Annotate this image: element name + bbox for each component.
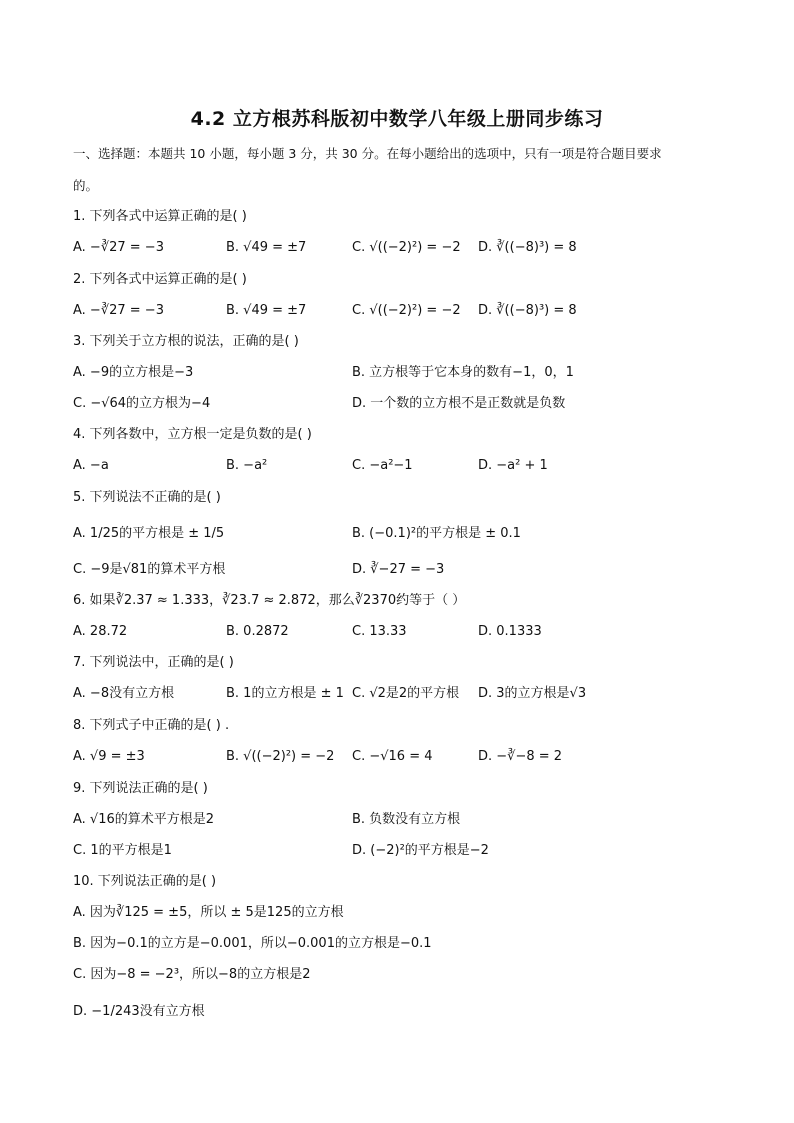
- question-1-stem: 1. 下列各式中运算正确的是( ): [73, 209, 247, 224]
- question-3-option-a: A. −9的立方根是−3: [73, 365, 194, 380]
- question-3-option-b: B. 立方根等于它本身的数有−1，0，1: [352, 365, 574, 380]
- page-title: 4.2 立方根苏科版初中数学八年级上册同步练习: [190, 108, 604, 130]
- question-2-option-b: B. √49 = ±7: [226, 303, 307, 318]
- question-10-option-c: C. 因为−8 = −2³，所以−8的立方根是2: [73, 967, 311, 982]
- question-7-option-c: C. √2是2的平方根: [352, 686, 460, 701]
- question-4-stem: 4. 下列各数中，立方根一定是负数的是( ): [73, 427, 312, 442]
- section-instructions-line2: 的。: [73, 178, 99, 193]
- question-4-option-d: D. −a² + 1: [478, 458, 548, 473]
- question-9-option-a: A. √16的算术平方根是2: [73, 812, 215, 827]
- question-3-option-c: C. −√64的立方根为−4: [73, 396, 211, 411]
- question-4-option-b: B. −a²: [226, 458, 268, 473]
- question-8-stem: 8. 下列式子中正确的是( ) .: [73, 718, 230, 733]
- question-6-option-c: C. 13.33: [352, 624, 407, 639]
- question-8-option-b: B. √((−2)²) = −2: [226, 749, 335, 764]
- question-1-option-d: D. ∛((−8)³) = 8: [478, 240, 577, 255]
- question-6-option-d: D. 0.1333: [478, 624, 542, 639]
- question-6-option-a: A. 28.72: [73, 624, 128, 639]
- section-instructions-line1: 一、选择题：本题共 10 小题，每小题 3 分，共 30 分。在每小题给出的选项中，只有一项是符合题目要求: [73, 146, 662, 161]
- question-5-stem: 5. 下列说法不正确的是( ): [73, 490, 221, 505]
- question-10-option-a: A. 因为∛125 = ±5，所以 ± 5是125的立方根: [73, 905, 344, 920]
- question-10-option-d: D. −1/243没有立方根: [73, 1004, 205, 1019]
- question-8-option-c: C. −√16 = 4: [352, 749, 433, 764]
- question-7-stem: 7. 下列说法中，正确的是( ): [73, 655, 234, 670]
- question-1-option-c: C. √((−2)²) = −2: [352, 240, 461, 255]
- question-5-option-b: B. (−0.1)²的平方根是 ± 0.1: [352, 526, 521, 541]
- question-2-option-c: C. √((−2)²) = −2: [352, 303, 461, 318]
- question-10-stem: 10. 下列说法正确的是( ): [73, 874, 217, 889]
- question-5-option-d: D. ∛−27 = −3: [352, 562, 445, 577]
- question-2-option-a: A. −∛27 = −3: [73, 303, 164, 318]
- question-1-option-a: A. −∛27 = −3: [73, 240, 164, 255]
- question-5-option-a: A. 1/25的平方根是 ± 1/5: [73, 526, 225, 541]
- question-1-option-b: B. √49 = ±7: [226, 240, 307, 255]
- question-3-stem: 3. 下列关于立方根的说法，正确的是( ): [73, 334, 299, 349]
- question-9-stem: 9. 下列说法正确的是( ): [73, 781, 208, 796]
- question-4-option-a: A. −a: [73, 458, 109, 473]
- question-2-option-d: D. ∛((−8)³) = 8: [478, 303, 577, 318]
- question-6-stem: 6. 如果∛2.37 ≈ 1.333，∛23.7 ≈ 2.872，那么∛2370约等于（ ）: [73, 593, 466, 608]
- question-5-option-c: C. −9是√81的算术平方根: [73, 562, 226, 577]
- question-7-option-a: A. −8没有立方根: [73, 686, 175, 701]
- question-8-option-a: A. √9 = ±3: [73, 749, 145, 764]
- question-9-option-c: C. 1的平方根是1: [73, 843, 172, 858]
- question-4-option-c: C. −a²−1: [352, 458, 413, 473]
- question-7-option-b: B. 1的立方根是 ± 1: [226, 686, 344, 701]
- question-9-option-d: D. (−2)²的平方根是−2: [352, 843, 489, 858]
- question-7-option-d: D. 3的立方根是√3: [478, 686, 587, 701]
- question-10-option-b: B. 因为−0.1的立方是−0.001，所以−0.001的立方根是−0.1: [73, 936, 432, 951]
- question-9-option-b: B. 负数没有立方根: [352, 812, 461, 827]
- question-6-option-b: B. 0.2872: [226, 624, 289, 639]
- question-2-stem: 2. 下列各式中运算正确的是( ): [73, 272, 247, 287]
- question-8-option-d: D. −∛−8 = 2: [478, 749, 563, 764]
- question-3-option-d: D. 一个数的立方根不是正数就是负数: [352, 396, 566, 411]
